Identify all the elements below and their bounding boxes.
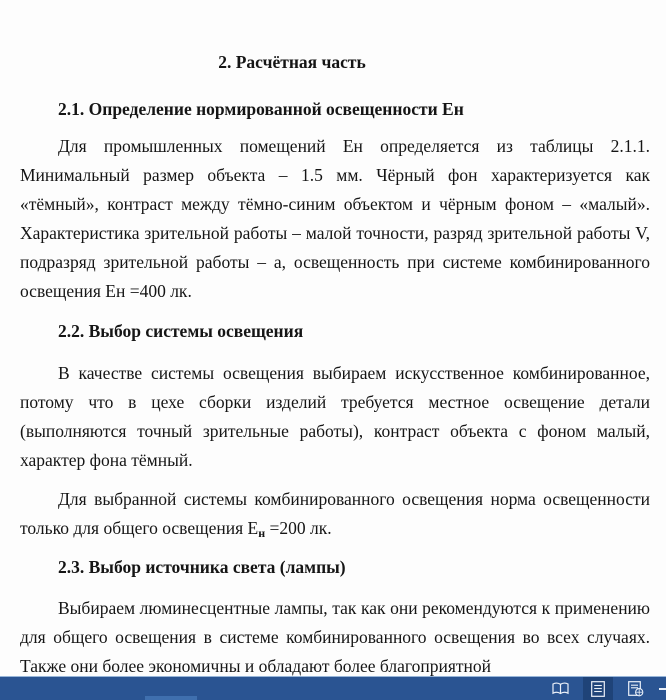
paragraph-2-2-1: В качестве системы освещения выбираем искусственное комбинированное, потому что в цехе сборки изделий требуется местное освещение детали (выполняются точный зрительные работы), контраст объекта с фоном малый, характер фона тёмный. — [20, 363, 650, 470]
paragraph-2-2-2-value: =200 лк. — [265, 518, 332, 538]
web-layout-icon — [628, 681, 644, 697]
zoom-out-icon — [659, 688, 666, 690]
zoom-out-button-partial[interactable] — [659, 677, 666, 700]
paragraph-2-2-2 — [20, 485, 650, 543]
taskbar-highlight — [145, 696, 197, 700]
section-heading-2-2: 2.2. Выбор системы освещения — [58, 321, 304, 341]
read-mode-button[interactable] — [545, 677, 575, 700]
e-subscript: н — [258, 526, 266, 540]
section-heading-2-1: 2.1. Определение нормированной освещенности Ен — [58, 99, 464, 119]
section-heading-2-3: 2.3. Выбор источника света (лампы) — [58, 557, 346, 577]
web-layout-button[interactable] — [621, 677, 651, 700]
print-layout-icon — [591, 681, 605, 697]
read-mode-icon — [552, 682, 569, 695]
document-title: 2. Расчётная часть — [218, 52, 366, 72]
status-bar — [0, 676, 666, 700]
print-layout-button[interactable] — [583, 677, 613, 700]
paragraph-2-1-1: Для промышленных помещений Ен определяется из таблицы 2.1.1. Минимальный размер объекта – 1.5 мм. Чёрный фон характеризуется как «тёмный», контраст между тёмно-синим объектом и чёрным фоном – «малый». Характеристика зрительной работы – малой точности, разряд зрительной работы V, подразряд зрительной работы – а, освещенность при системе комбинированного освещения Ен =400 лк. — [20, 136, 650, 301]
paragraph-2-3-1: Выбираем люминесцентные лампы, так как они рекомендуются к применению для общего освещения в системе комбинированного освещения во всех случаях. Также они более экономичны и обладают более благоприятной — [20, 598, 650, 676]
paragraph-2-2-2-text: Для выбранной системы комбинированного освещения норма освещенности только для общего освещения Е — [20, 489, 650, 538]
